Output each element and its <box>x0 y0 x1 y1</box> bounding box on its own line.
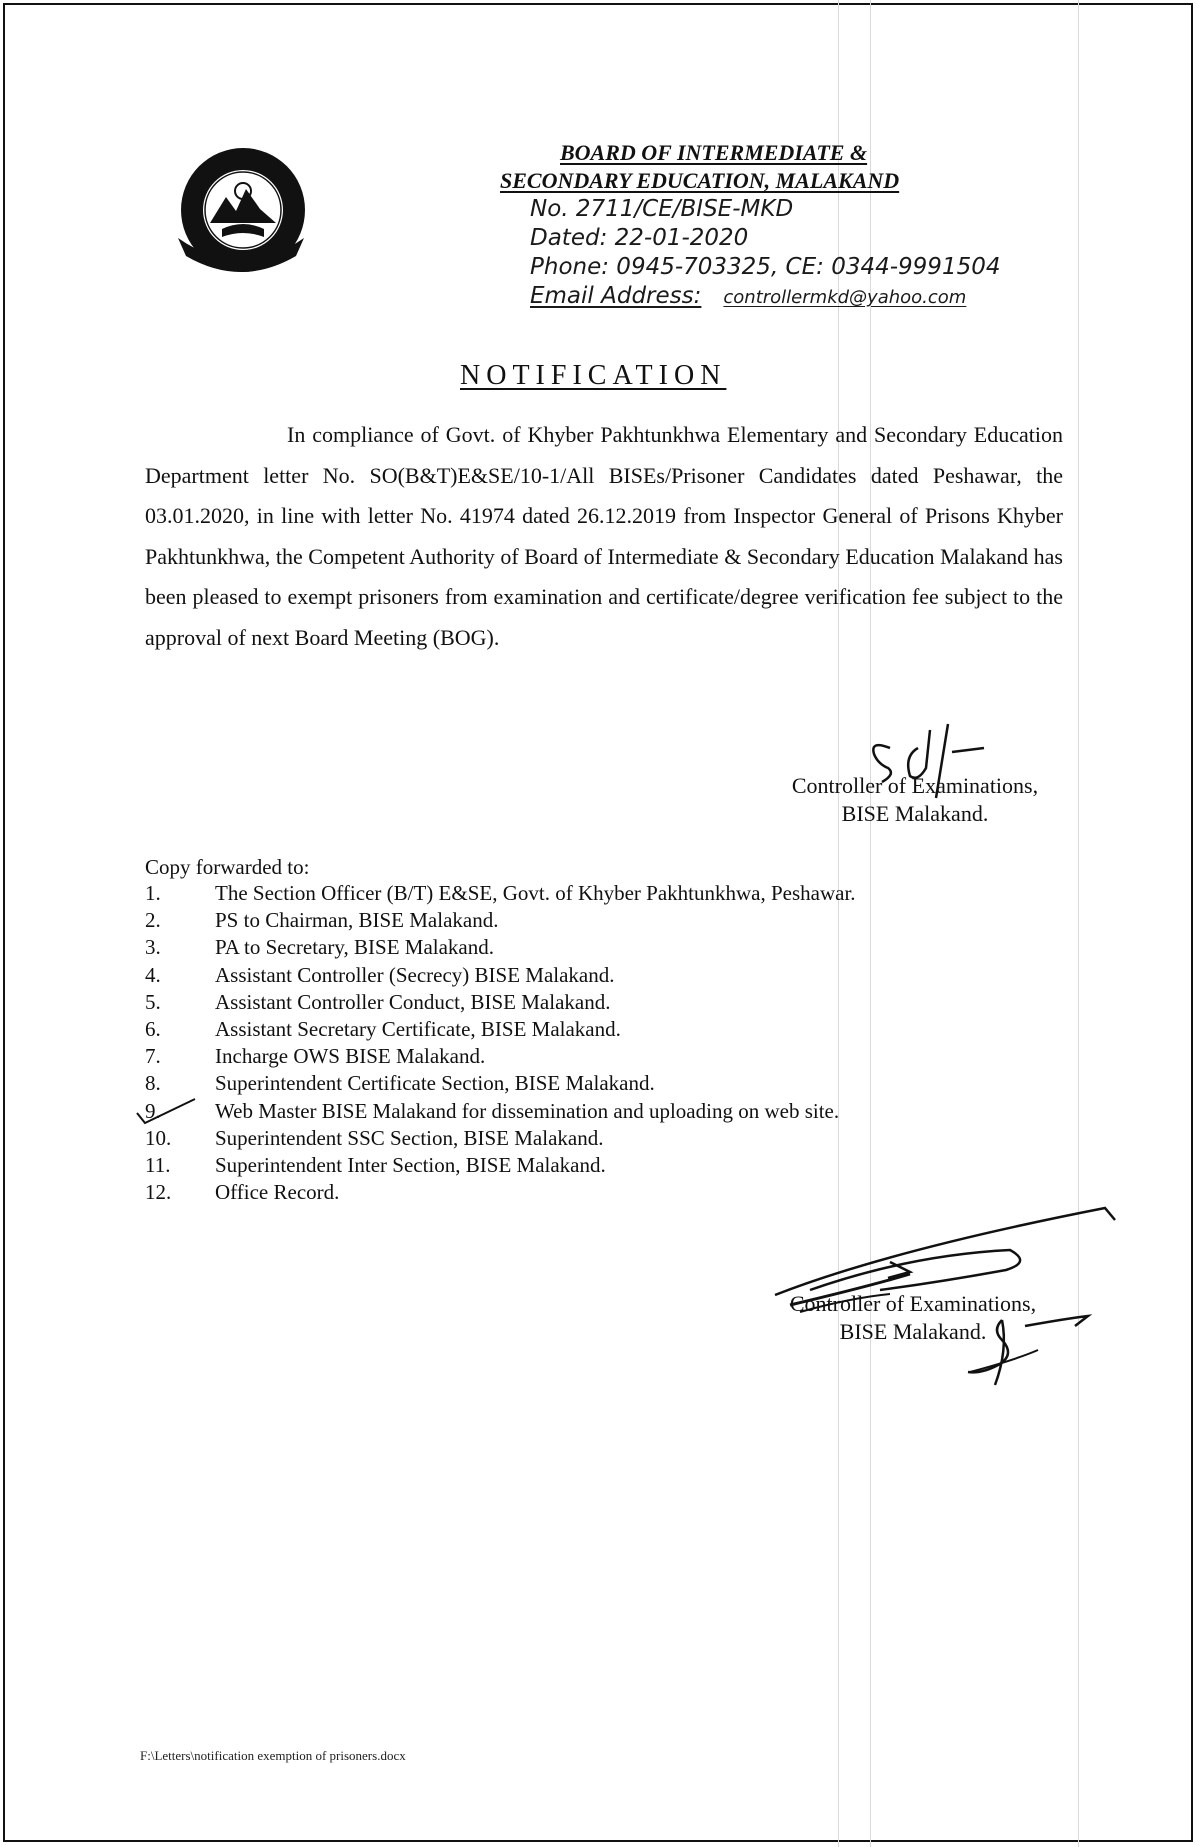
list-item-number: 7. <box>145 1044 161 1069</box>
reference-number: No. 2711/CE/BISE-MKD <box>530 196 794 222</box>
phone-numbers: Phone: 0945-703325, CE: 0344-9991504 <box>530 254 1001 280</box>
letter-date: Dated: 22-01-2020 <box>530 225 749 251</box>
list-item-number: 8. <box>145 1071 161 1096</box>
list-item-number: 4. <box>145 962 161 987</box>
list-item-number: 12. <box>145 1180 172 1205</box>
board-name-line2: SECONDARY EDUCATION, MALAKAND <box>500 168 900 193</box>
notification-title: NOTIFICATION <box>460 360 727 391</box>
board-name-line1: BOARD OF INTERMEDIATE & <box>560 140 868 165</box>
signatory-office: BISE Malakand. <box>839 1319 987 1344</box>
list-item-text: Assistant Controller Conduct, BISE Malakand. <box>215 989 611 1014</box>
list-item-text: PS to Chairman, BISE Malakand. <box>215 908 499 933</box>
list-item-text: Superintendent SSC Section, BISE Malakand. <box>215 1125 604 1150</box>
list-item-text: Office Record. <box>215 1180 340 1205</box>
signatory-office: BISE Malakand. <box>841 801 989 826</box>
list-item-number: 2. <box>145 908 161 933</box>
list-item-number: 5. <box>145 989 161 1014</box>
copy-forwarded-heading: Copy forwarded to: <box>145 855 310 879</box>
list-item-text: Superintendent Inter Section, BISE Malakand. <box>215 1152 606 1177</box>
list-item-text: Assistant Secretary Certificate, BISE Malakand. <box>215 1016 621 1041</box>
email-address-link[interactable]: controllermkd@yahoo.com <box>723 287 967 308</box>
email-line <box>530 283 966 309</box>
signatory-title: Controller of Examinations, <box>791 773 1039 798</box>
list-item-number: 11. <box>145 1152 171 1177</box>
list-item-number: 1. <box>145 881 161 905</box>
list-item-number: 3. <box>145 935 161 960</box>
signatory-title: Controller of Examinations, <box>789 1291 1037 1316</box>
seal-ribbon-icon <box>176 230 306 274</box>
tick-mark-icon <box>135 1097 200 1127</box>
list-item-text: Superintendent Certificate Section, BISE Malakand. <box>215 1071 655 1096</box>
signature-block-1 <box>780 772 1050 828</box>
list-item-number: 9. <box>145 1098 161 1123</box>
notification-body: In compliance of Govt. of Khyber Pakhtunkhwa Elementary and Secondary Education Department letter No. SO(B&T)E&SE/10-1/All BISEs/Prisoner Candidates dated Peshawar, the 03.01.2020, in line with letter No. 41974 dated 26.12.2019 from Inspector General of Prisons Khyber Pakhtunkhwa, the Competent Authority of Board of Intermediate & Secondary Education Malakand has been pleased to exempt prisoners from examination and certificate/degree verification fee subject to the approval of next Board Meeting (BOG). <box>145 422 1063 650</box>
list-item-number: 6. <box>145 1016 161 1041</box>
handwritten-signature-icon <box>770 1200 1120 1390</box>
list-item-text: Web Master BISE Malakand for dissemination and uploading on web site. <box>215 1098 840 1123</box>
list-item-text: PA to Secretary, BISE Malakand. <box>215 935 494 960</box>
list-item-text: Incharge OWS BISE Malakand. <box>215 1044 486 1069</box>
email-label: Email Address: <box>530 283 702 309</box>
list-item-number: 10. <box>145 1125 172 1150</box>
list-item-text: The Section Officer (B/T) E&SE, Govt. of Khyber Pakhtunkhwa, Peshawar. <box>215 881 856 905</box>
footer-file-path: F:\Letters\notification exemption of prisoners.docx <box>140 1748 406 1763</box>
scan-streak <box>1078 0 1079 1847</box>
list-item-text: Assistant Controller (Secrecy) BISE Malakand. <box>215 962 615 987</box>
